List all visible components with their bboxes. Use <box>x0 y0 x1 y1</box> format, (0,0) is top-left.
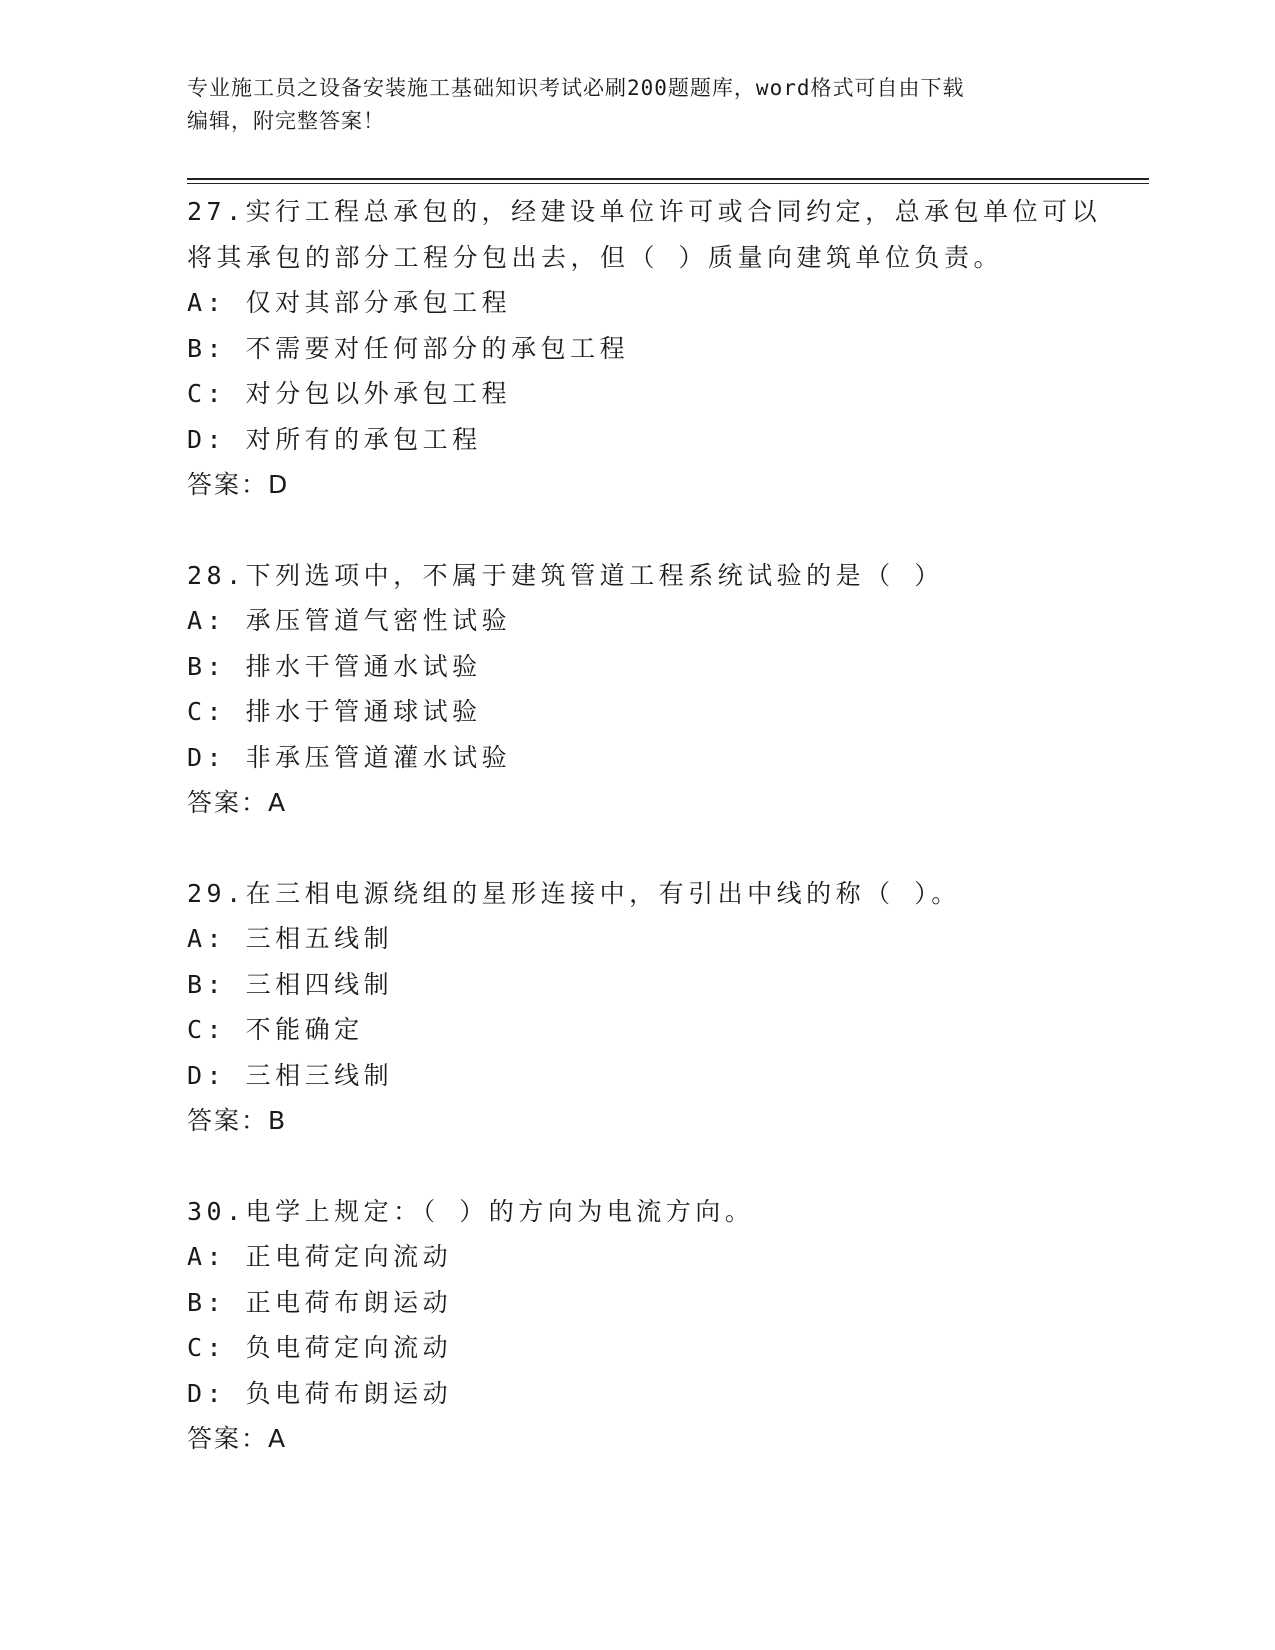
option-d: D: 非承压管道灌水试验 <box>187 742 512 772</box>
option-a: A: 三相五线制 <box>187 924 394 953</box>
option-b: B: 排水干管通水试验 <box>187 651 482 681</box>
option-c: C: 排水于管通球试验 <box>187 697 482 726</box>
question-list <box>187 189 1149 1507</box>
option-d: D: 对所有的承包工程 <box>187 424 482 454</box>
answer-line: 答案：A <box>187 1424 288 1453</box>
question-29 <box>187 871 1149 1144</box>
header-divider-thick <box>187 178 1149 180</box>
answer-line: 答案：B <box>187 1106 288 1135</box>
option-c: C: 对分包以外承包工程 <box>187 379 512 408</box>
option-b: B: 三相四线制 <box>187 969 394 999</box>
question-stem-line: 29.在三相电源绕组的星形连接中，有引出中线的称（ ）。 <box>187 878 961 908</box>
question-stem-line: 27.实行工程总承包的，经建设单位许可或合同约定，总承包单位可以 <box>187 197 1102 226</box>
option-d: D: 负电荷布朗运动 <box>187 1378 453 1408</box>
answer-line: 答案：A <box>187 788 288 817</box>
option-a: A: 承压管道气密性试验 <box>187 606 512 635</box>
header-line-2: 编辑，附完整答案！ <box>187 109 385 133</box>
option-b: B: 正电荷布朗运动 <box>187 1287 453 1317</box>
header-divider-thin <box>187 183 1149 184</box>
answer-line: 答案：D <box>187 470 290 499</box>
question-27 <box>187 189 1149 508</box>
option-a: A: 正电荷定向流动 <box>187 1242 453 1271</box>
question-28 <box>187 553 1149 826</box>
option-d: D: 三相三线制 <box>187 1060 394 1090</box>
question-stem-line: 28.下列选项中，不属于建筑管道工程系统试验的是（ ） <box>187 560 944 590</box>
question-stem-line: 将其承包的部分工程分包出去，但（ ）质量向建筑单位负责。 <box>187 242 1004 272</box>
option-c: C: 不能确定 <box>187 1015 364 1044</box>
document-header <box>187 72 1087 138</box>
question-stem-line: 30.电学上规定：（ ）的方向为电流方向。 <box>187 1196 755 1226</box>
option-a: A: 仅对其部分承包工程 <box>187 288 512 317</box>
option-b: B: 不需要对任何部分的承包工程 <box>187 333 630 363</box>
header-line-1: 专业施工员之设备安装施工基础知识考试必刷200题题库，word格式可自由下载 <box>187 76 965 100</box>
option-c: C: 负电荷定向流动 <box>187 1333 453 1362</box>
question-30 <box>187 1189 1149 1462</box>
